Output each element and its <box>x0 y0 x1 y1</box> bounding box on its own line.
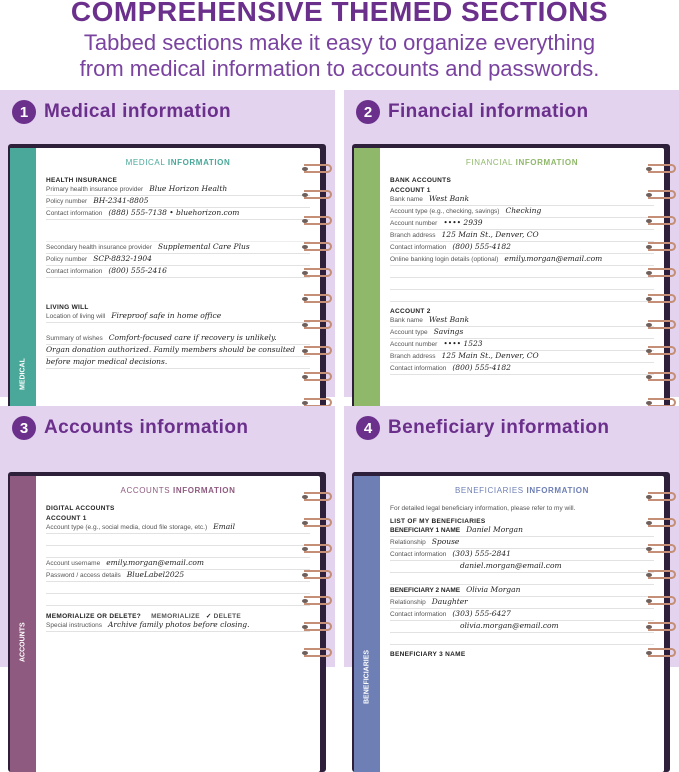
panel-beneficiary <box>344 406 679 705</box>
panel-financial <box>344 90 679 397</box>
number-badge: 2 <box>356 100 380 124</box>
field-row: Online banking login details (optional) emily.morgan@email.com <box>390 254 654 266</box>
panel-medical <box>0 90 335 397</box>
tab-label: MEDICAL <box>19 358 27 390</box>
handwritten-line: before major medical decisions. <box>46 357 310 369</box>
delete-option: DELETE <box>213 612 242 620</box>
field-row <box>390 278 654 290</box>
field-row: Secondary health insurance provider Supplemental Care Plus <box>46 242 310 254</box>
section-tab <box>354 148 380 444</box>
field-row <box>390 573 654 585</box>
section-heading: LIST OF MY BENEFICIARIES <box>390 518 486 525</box>
hero-title: COMPREHENSIVE THEMED SECTIONS <box>70 0 609 27</box>
handwritten-line: daniel.morgan@email.com <box>390 561 654 573</box>
field-row <box>46 546 310 558</box>
section-heading: LIVING WILL <box>46 304 89 311</box>
section-heading: HEALTH INSURANCE <box>46 177 118 184</box>
field-row: Contact information (888) 555-7138 • bluehorizon.com <box>46 208 310 220</box>
planner-book <box>8 472 326 772</box>
field-row: Contact information (800) 555-2416 <box>46 266 310 278</box>
section-heading: BENEFICIARY 3 NAME <box>390 651 466 658</box>
planner-page <box>10 476 320 772</box>
field-row: BENEFICIARY 2 NAME Olivia Morgan <box>390 585 654 597</box>
section-heading: DIGITAL ACCOUNTS <box>46 505 115 512</box>
field-row: Contact information (303) 555-2841 <box>390 549 654 561</box>
field-row: Bank name West Bank <box>390 315 654 327</box>
field-row <box>46 534 310 546</box>
field-row: BENEFICIARY 1 NAME Daniel Morgan <box>390 525 654 537</box>
page-header: MEDICAL INFORMATION <box>125 158 231 167</box>
spiral-binding <box>302 150 332 444</box>
field-row: Branch address 125 Main St., Denver, CO <box>390 230 654 242</box>
page-header: ACCOUNTS INFORMATION <box>120 486 236 495</box>
page-header: BENEFICIARIES INFORMATION <box>455 486 589 495</box>
spiral-binding <box>646 478 676 772</box>
hero-subtitle-line1: Tabbed sections make it easy to organize everything <box>83 30 596 55</box>
field-row: Account type (e.g., checking, savings) Checking <box>390 206 654 218</box>
intro-text: For detailed legal beneficiary information, please refer to my will. <box>390 505 576 512</box>
field-row: Policy number BH-2341-8805 <box>46 196 310 208</box>
panel-title <box>356 100 589 124</box>
field-row <box>390 290 654 302</box>
field-row: Policy number SCP-8832-1904 <box>46 254 310 266</box>
section-tab <box>10 148 36 444</box>
planner-page <box>354 148 664 444</box>
section-heading: MEMORIALIZE OR DELETE? MEMORIALIZE ✓ DELETE <box>46 612 242 620</box>
field-row: Account number •••• 1523 <box>390 339 654 351</box>
section-heading: ACCOUNT 1 <box>46 515 87 522</box>
hero-subtitle-line2: from medical information to accounts and passwords. <box>79 56 600 81</box>
field-row: Summary of wishes Comfort-focused care if recovery is unlikely. <box>46 333 310 345</box>
section-heading: ACCOUNT 1 <box>390 187 431 194</box>
planner-book <box>352 144 670 444</box>
tab-label: ACCOUNTS <box>19 622 27 662</box>
field-row: Branch address 125 Main St., Denver, CO <box>390 351 654 363</box>
number-badge: 1 <box>12 100 36 124</box>
panel-title <box>356 416 609 440</box>
field-row: Account type Savings <box>390 327 654 339</box>
field-row: Password / access details BlueLabel2025 <box>46 570 310 582</box>
tab-label: BENEFICIARIES <box>363 649 371 705</box>
panel-heading: Accounts information <box>44 417 249 438</box>
field-row: Account username emily.morgan@email.com <box>46 558 310 570</box>
spiral-binding <box>646 150 676 444</box>
field-row: Primary health insurance provider Blue Horizon Health <box>46 184 310 196</box>
panel-heading: Financial information <box>388 101 589 122</box>
planner-page <box>10 148 320 444</box>
field-row <box>390 633 654 645</box>
section-heading: ACCOUNT 2 <box>390 308 431 315</box>
number-badge: 4 <box>356 416 380 440</box>
page-header: FINANCIAL INFORMATION <box>465 158 579 167</box>
handwritten-line: Organ donation authorized. Family members should be consulted <box>46 345 310 357</box>
panel-title <box>12 100 231 124</box>
panel-accounts <box>0 406 335 667</box>
field-row: Contact information (303) 555-6427 <box>390 609 654 621</box>
field-row: Relationship Spouse <box>390 537 654 549</box>
section-heading: BANK ACCOUNTS <box>390 177 452 184</box>
field-row <box>46 594 310 606</box>
handwritten-line: olivia.morgan@email.com <box>390 621 654 633</box>
section-tab <box>10 476 36 772</box>
panel-heading: Beneficiary information <box>388 417 610 438</box>
field-row: Location of living will Fireproof safe in home office <box>46 311 310 323</box>
planner-book <box>352 472 670 772</box>
field-row: Account type (e.g., social media, cloud file storage, etc.) Email <box>46 522 310 534</box>
field-row: Bank name West Bank <box>390 194 654 206</box>
field-row: Special instructions Archive family photos before closing. <box>46 620 310 632</box>
delete-check: ✓ <box>205 613 212 620</box>
field-row <box>46 582 310 594</box>
field-row: Contact information (800) 555-4182 <box>390 363 654 375</box>
field-row: Contact information (800) 555-4182 <box>390 242 654 254</box>
section-tab <box>354 476 380 772</box>
spiral-binding <box>302 478 332 772</box>
number-badge: 3 <box>12 416 36 440</box>
memorialize-option: MEMORIALIZE <box>151 612 200 620</box>
panel-title <box>12 416 248 440</box>
field-row <box>390 266 654 278</box>
planner-book <box>8 144 326 444</box>
planner-page <box>354 476 664 772</box>
field-row <box>46 230 310 242</box>
field-row: Relationship Daughter <box>390 597 654 609</box>
field-row: Account number •••• 2939 <box>390 218 654 230</box>
panel-heading: Medical information <box>44 101 232 122</box>
